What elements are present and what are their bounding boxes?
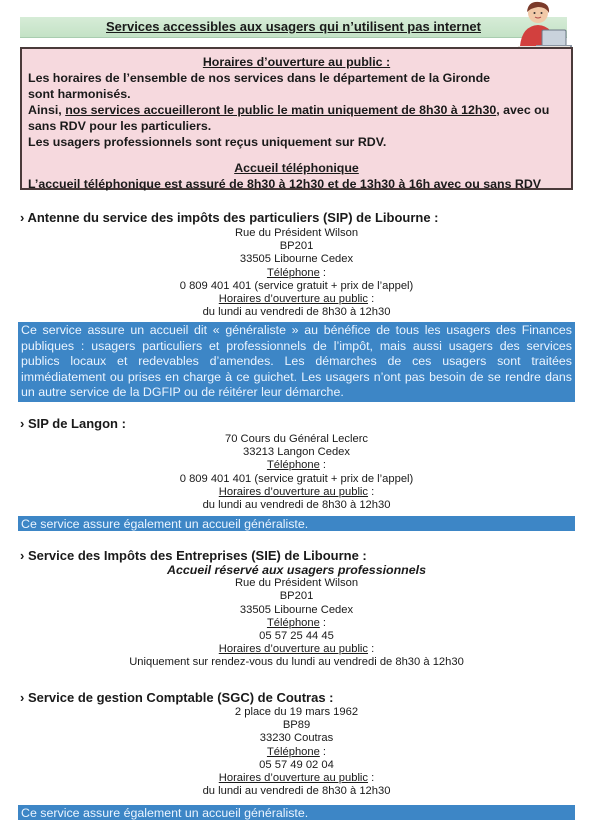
hours-value: Uniquement sur rendez-vous du lundi au vendredi de 8h30 à 12h30 [129, 656, 464, 669]
hours-label [0, 293, 593, 306]
hours-label-suffix: : [368, 643, 375, 656]
phone-label-suffix: : [319, 745, 327, 758]
phone-label-suffix: : [319, 459, 327, 472]
address-line: Rue du Président Wilson [234, 577, 359, 590]
hours-label-text: Horaires d’ouverture au public [218, 485, 369, 498]
hours-line-3-emphasis: nos services accueilleront le public le matin uniquement de 8h30 à 12h30 [65, 103, 497, 117]
phone-label-text: Téléphone [266, 745, 320, 758]
section-body-sie-libourne [0, 564, 593, 670]
hours-line-3-suffix: , avec ou [496, 103, 550, 117]
address-line: 2 place du 19 mars 1962 [234, 706, 359, 718]
hours-label-text: Horaires d’ouverture au public [218, 293, 369, 306]
phone-heading: Accueil téléphonique [234, 161, 359, 175]
hours-value: du lundi au vendredi de 8h30 à 12h30 [202, 306, 391, 319]
hours-label-text: Horaires d’ouverture au public [218, 772, 369, 785]
hours-value: du lundi au vendredi de 8h30 à 12h30 [202, 499, 391, 512]
hours-heading: Horaires d’ouverture au public : [202, 55, 391, 69]
hours-label-text: Horaires d’ouverture au public [218, 643, 369, 656]
address-line: BP89 [282, 719, 311, 732]
hours-label [0, 772, 593, 785]
address-line: 33505 Libourne Cedex [239, 603, 354, 616]
generalist-note: Ce service assure également un accueil généraliste. [18, 805, 575, 820]
phone-number: 05 57 49 02 04 [259, 758, 334, 771]
address-line: BP201 [279, 240, 314, 253]
hours-value: du lundi au vendredi de 8h30 à 12h30 [202, 785, 391, 798]
phone-label [0, 617, 593, 630]
phone-number: 0 809 401 401 (service gratuit + prix de l’appel) [179, 472, 414, 485]
phone-label [0, 267, 593, 280]
professional-only-subtitle: Accueil réservé aux usagers professionnels [167, 563, 426, 577]
hours-label-suffix: : [368, 293, 375, 306]
phone-number: 0 809 401 401 (service gratuit + prix de l’appel) [179, 279, 414, 292]
hours-line-1: Les horaires de l’ensemble de nos services dans le département de la Gironde [28, 71, 491, 85]
hours-line-4: sans RDV pour les particuliers. [28, 119, 212, 133]
generalist-note: Ce service assure un accueil dit « généraliste » au bénéfice de tous les usagers des Finances publiques : usagers particuliers et professionnels de l’impôt, mais aussi usagers des services publics locaux et redevables d’amendes. Les démarches de ces usagers sont traitées immédiatement ou prises en charge à ce guichet. Les usagers n’ont pas besoin de se rendre dans un autre service de la DGFIP ou de réitérer leur démarche. [18, 322, 575, 402]
phone-number: 05 57 25 44 45 [259, 630, 334, 643]
phone-label-text: Téléphone [266, 616, 320, 629]
phone-label-text: Téléphone [266, 266, 320, 279]
address-line: Rue du Président Wilson [234, 227, 359, 239]
hours-label-suffix: : [368, 772, 375, 785]
phone-label [0, 459, 593, 472]
address-line: 33505 Libourne Cedex [239, 253, 354, 266]
section-title-sip-libourne: › Antenne du service des impôts des particuliers (SIP) de Libourne : [20, 210, 439, 225]
generalist-note: Ce service assure également un accueil généraliste. [18, 516, 575, 531]
opening-hours-box [20, 47, 573, 190]
hours-line-2: sont harmonisés. [28, 87, 131, 101]
section-title-sip-langon: › SIP de Langon : [20, 416, 126, 431]
address-line: 70 Cours du Général Leclerc [224, 433, 369, 445]
phone-label [0, 746, 593, 759]
hours-line-5: Les usagers professionnels sont reçus uniquement sur RDV. [28, 135, 387, 149]
hours-line-3-prefix: Ainsi, [28, 103, 66, 117]
hours-line-3 [28, 102, 565, 118]
hours-label [0, 643, 593, 656]
phone-label-text: Téléphone [266, 459, 320, 472]
phone-label-suffix: : [319, 266, 327, 279]
section-body-sgc-coutras [0, 706, 593, 798]
section-title-sgc-coutras: › Service de gestion Comptable (SGC) de Coutras : [20, 690, 334, 705]
address-line: BP201 [279, 590, 314, 603]
section-body-sip-langon [0, 433, 593, 512]
section-title-sie-libourne: › Service des Impôts des Entreprises (SIE) de Libourne : [20, 548, 367, 563]
hours-label-suffix: : [368, 485, 375, 498]
address-line: 33230 Coutras [259, 732, 334, 745]
section-body-sip-libourne [0, 227, 593, 319]
address-line: 33213 Langon Cedex [243, 446, 350, 459]
hours-label [0, 486, 593, 499]
phone-line: L’accueil téléphonique est assuré de 8h30 à 12h30 et de 13h30 à 16h avec ou sans RDV [28, 177, 542, 191]
page-title: Services accessibles aux usagers qui n’utilisent pas internet [106, 19, 481, 34]
header-banner [20, 17, 567, 38]
phone-label-suffix: : [319, 616, 327, 629]
